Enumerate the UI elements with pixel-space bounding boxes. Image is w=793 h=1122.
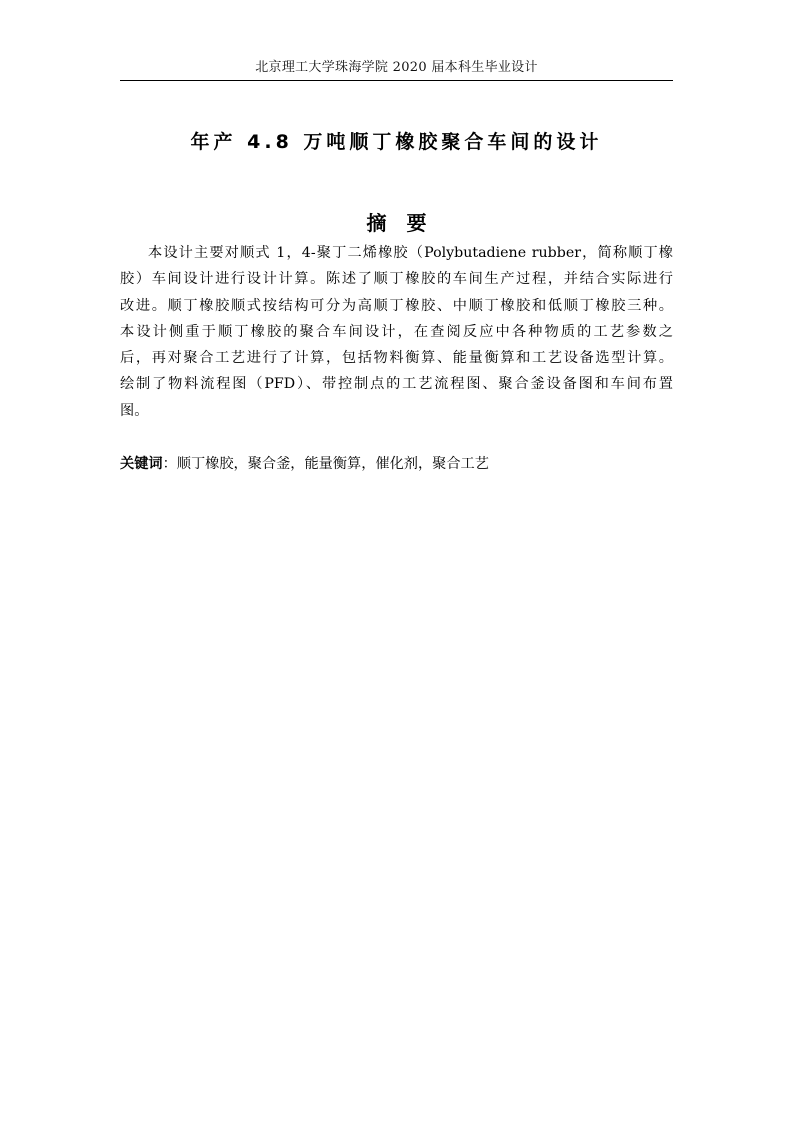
abstract-line: 胶）车间设计进行设计计算。陈述了顺丁橡胶的车间生产过程，并结合实际进行 — [120, 271, 673, 288]
abstract-line: 本设计侧重于顺丁橡胶的聚合车间设计，在查阅反应中各种物质的工艺参数之 — [120, 323, 673, 340]
keywords-text: 顺丁橡胶，聚合釜，能量衡算，催化剂，聚合工艺 — [176, 456, 489, 472]
abstract-line: 图。 — [120, 402, 149, 419]
abstract-line: 后，再对聚合工艺进行了计算，包括物料衡算、能量衡算和工艺设备选型计算。 — [120, 350, 673, 367]
keywords-separator: ： — [162, 456, 177, 472]
running-header: 北京理工大学珠海学院 2020 届本科生毕业设计 — [255, 60, 538, 75]
header-rule — [120, 80, 673, 81]
keywords-label: 关键词 — [120, 456, 163, 472]
keywords — [120, 453, 673, 475]
abstract-body — [120, 240, 673, 424]
abstract-heading: 摘要 — [366, 211, 447, 235]
abstract-line: 本设计主要对顺式 1，4-聚丁二烯橡胶（Polybutadiene rubber，简称顺丁橡 — [148, 245, 673, 261]
abstract-line: 改进。顺丁橡胶顺式按结构可分为高顺丁橡胶、中顺丁橡胶和低顺丁橡胶三种。 — [120, 297, 673, 314]
abstract-line: 绘制了物料流程图（PFD）、带控制点的工艺流程图、聚合釜设备图和车间布置 — [120, 376, 673, 393]
thesis-title: 年产 4.8 万吨顺丁橡胶聚合车间的设计 — [190, 131, 603, 153]
